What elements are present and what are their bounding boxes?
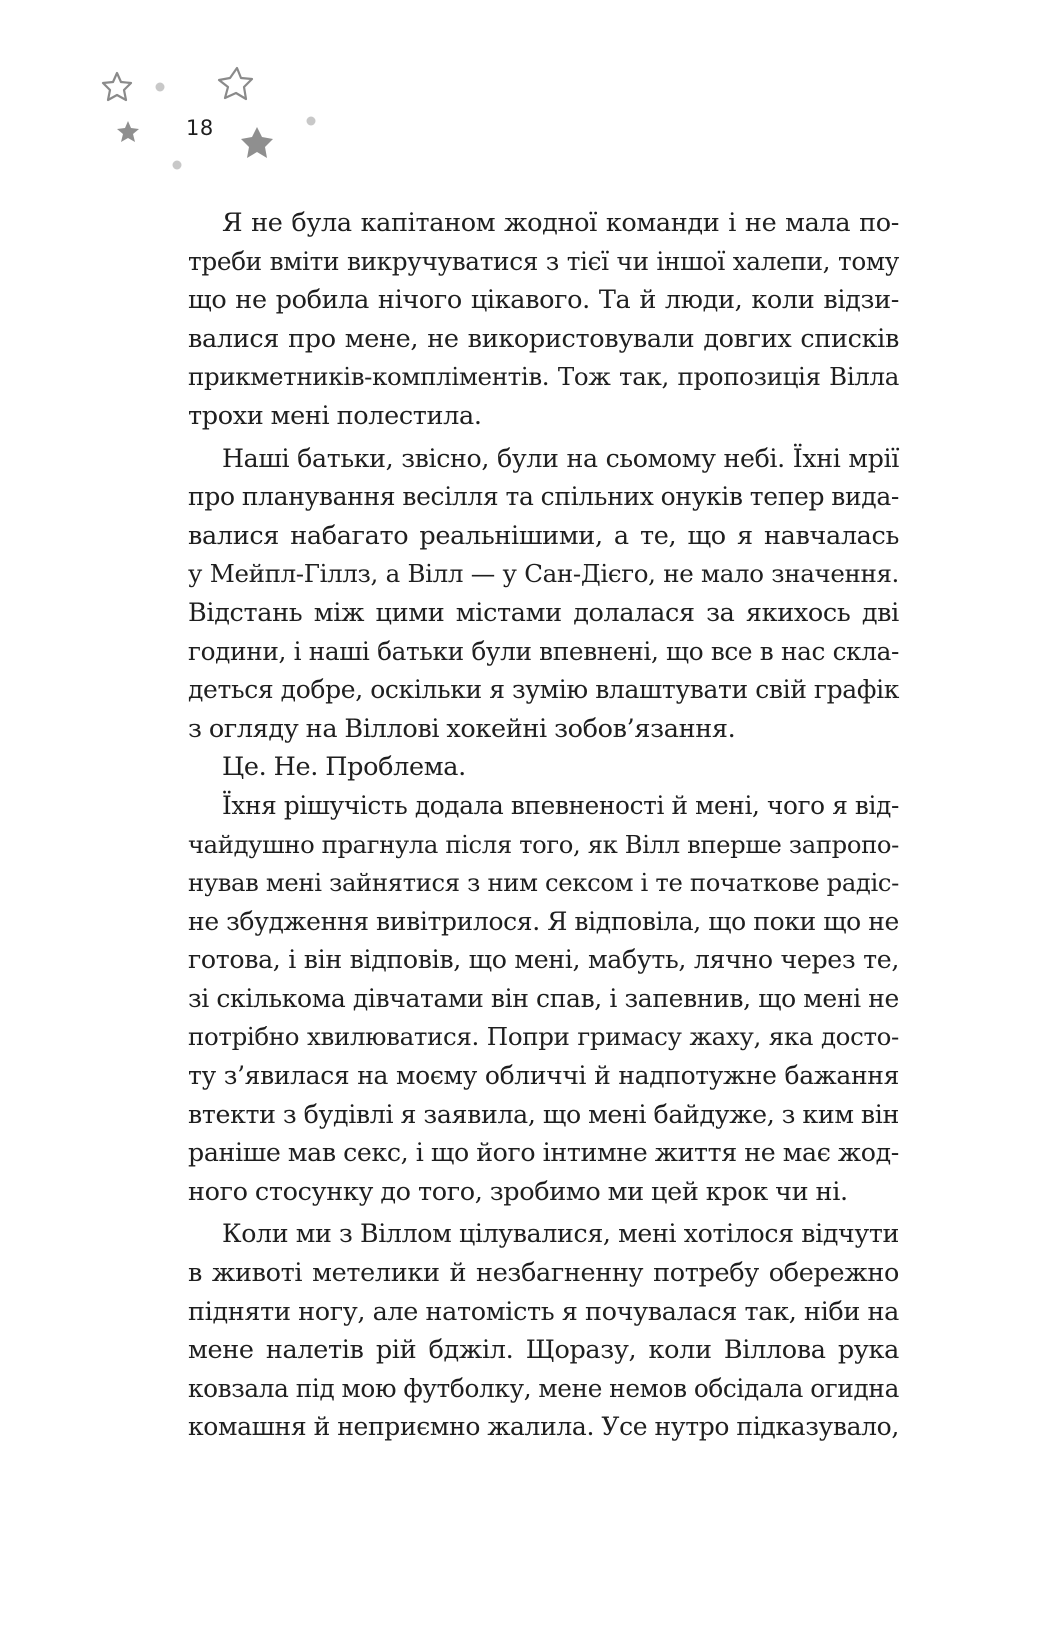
paragraph xyxy=(188,440,899,749)
text-line: ковзала під мою футболку, мене немов обсідала огидна xyxy=(188,1373,899,1403)
star-outline-icon xyxy=(219,68,252,99)
star-outline-icon xyxy=(103,73,131,100)
text-line: ного стосунку до того, зробимо ми цей крок чи ні. xyxy=(188,1176,848,1207)
text-line: трохи мені полестила. xyxy=(188,400,482,431)
text-line: не збудження вивітрилося. Я відповіла, що поки що не xyxy=(188,906,899,936)
text-line: з огляду на Віллові хокейні зобов’язання. xyxy=(188,713,736,744)
text-line: Коли ми з Віллом цілувалися, мені хотілося відчути xyxy=(222,1219,899,1249)
dot-icon xyxy=(307,117,316,126)
page-number: 18 xyxy=(186,116,214,140)
text-line: ту з’явилася на моєму обличчі й надпотужне бажання xyxy=(188,1061,899,1091)
star-decoration xyxy=(0,0,360,200)
text-line: валися про мене, не використовували довгих списків xyxy=(188,323,899,354)
text-line: Відстань між цими містами долалася за якихось дві xyxy=(188,597,899,628)
text-line: Це. Не. Проблема. xyxy=(222,752,466,783)
text-line: години, і наші батьки були впевнені, що все в нас скла- xyxy=(188,636,899,666)
text-line: втекти з будівлі я заявила, що мені байдуже, з ким він xyxy=(188,1099,899,1129)
text-line: в животі метелики й незбагненну потребу обережно xyxy=(188,1258,899,1289)
text-line: Їхня рішучість додала впевненості й мені, чого я від- xyxy=(222,790,899,820)
text-line: чайдушно прагнула після того, як Вілл вперше запропо- xyxy=(188,829,899,859)
text-line: готова, і він відповів, що мені, мабуть, лячно через те, xyxy=(188,945,899,975)
text-line: підняти ногу, але натомість я почувалася так, ніби на xyxy=(188,1296,899,1327)
text-line: деться добре, оскільки я зумію влаштувати свій графік xyxy=(188,675,899,705)
text-line: треби вміти викручуватися з тієї чи іншої халепи, тому xyxy=(188,246,899,276)
text-line: зі скількома дівчатами він спав, і запевнив, що мені не xyxy=(188,983,899,1013)
text-line: прикметників-компліментів. Тож так, пропозиція Вілла xyxy=(188,362,899,392)
paragraph xyxy=(188,748,899,787)
text-line: про планування весілля та спільних онуків тепер вида- xyxy=(188,482,899,512)
paragraph xyxy=(188,1215,899,1447)
star-filled-icon xyxy=(241,127,273,158)
text-line: потрібно хвилюватися. Попри гримасу жаху, яка досто- xyxy=(188,1022,899,1052)
text-line: Наші батьки, звісно, були на сьомому небі. Їхні мрії xyxy=(222,443,899,473)
text-line: валися набагато реальнішими, а те, що я навчалась xyxy=(188,520,899,551)
text-line: комашня й неприємно жалила. Усе нутро підказувало, xyxy=(188,1412,899,1442)
text-line: що не робила нічого цікавого. Та й люди, коли відзи- xyxy=(188,285,899,316)
dot-icon xyxy=(156,83,165,92)
text-line: мене налетів рій бджіл. Щоразу, коли Віллова рука xyxy=(188,1335,899,1366)
text-line: раніше мав секс, і що його інтимне життя не має жод- xyxy=(188,1138,899,1168)
paragraph xyxy=(188,787,899,1212)
text-line: Я не була капітаном жодної команди і не мала по- xyxy=(222,208,899,238)
text-line: у Мейпл-Гіллз, а Вілл — у Сан-Дієго, не мало значення. xyxy=(188,559,899,589)
paragraph xyxy=(188,204,899,436)
dot-icon xyxy=(173,161,182,170)
body-text xyxy=(188,204,899,1447)
text-line: нував мені зайнятися з ним сексом і те початкове радіс- xyxy=(188,868,899,898)
star-filled-icon xyxy=(117,121,139,142)
